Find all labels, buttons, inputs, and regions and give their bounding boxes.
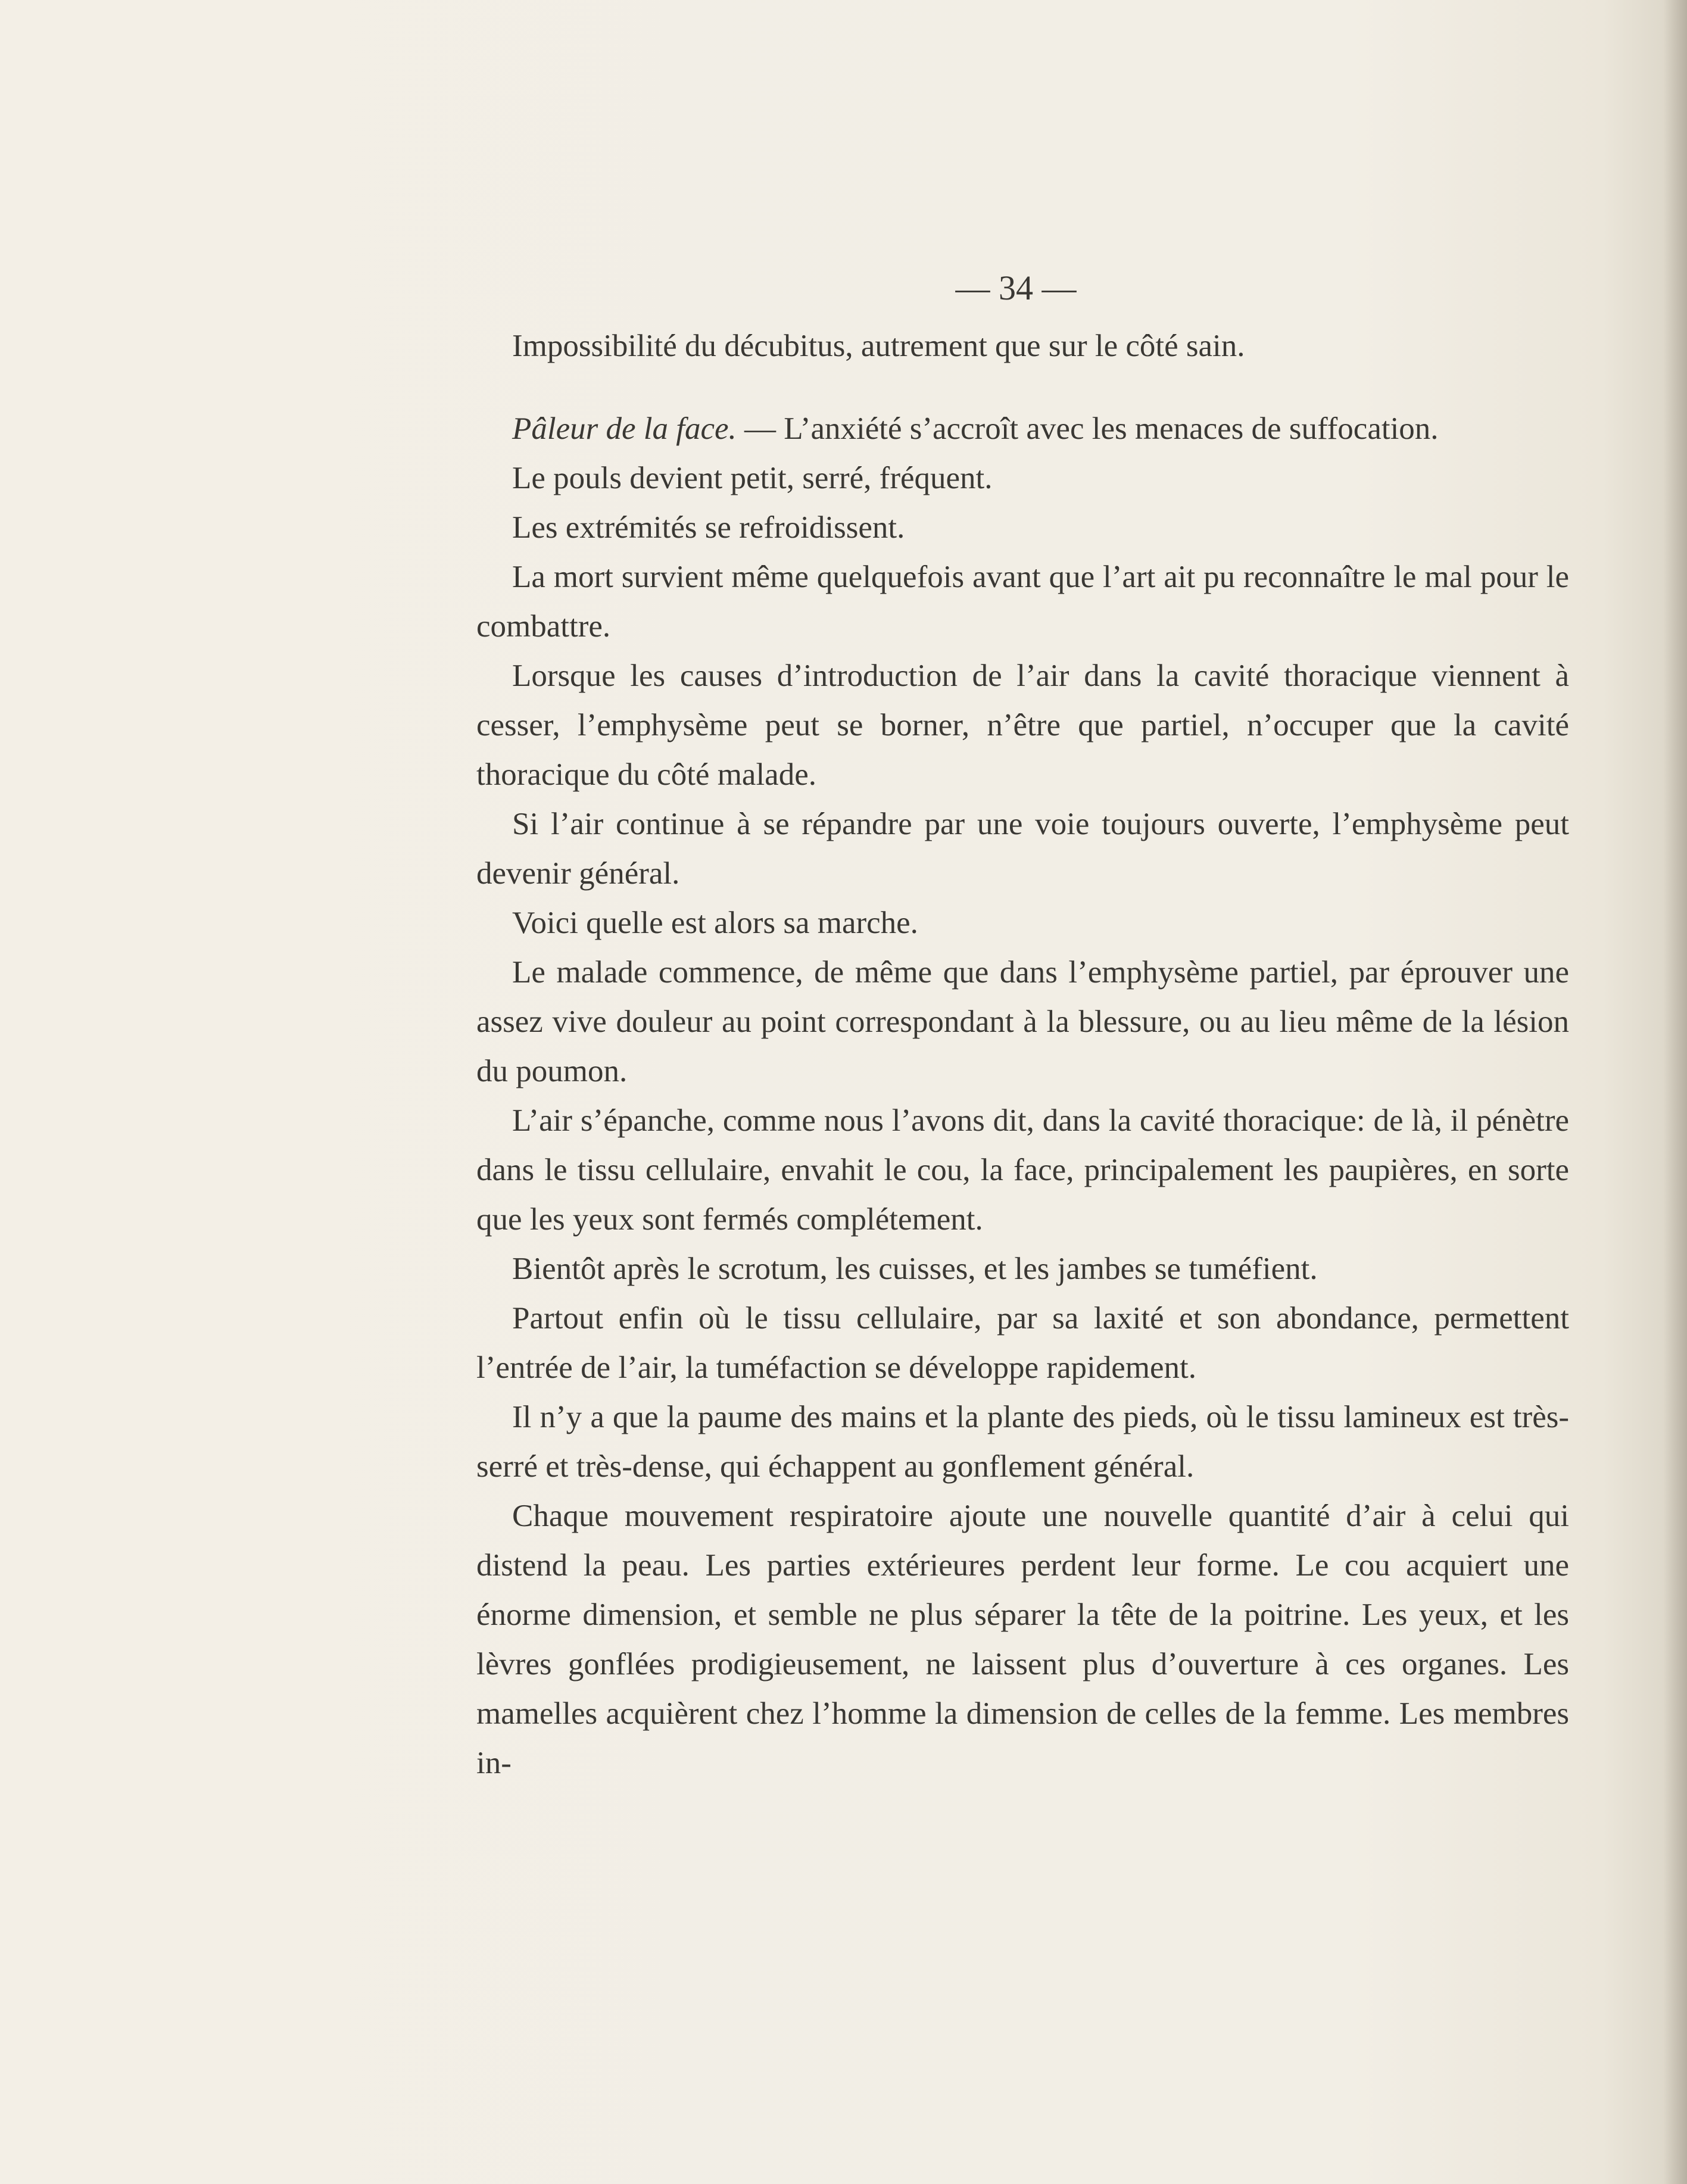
- paragraph: Chaque mouvement respiratoire ajoute une nouvelle quantité d’air à celui qui distend la peau. Les parties extérieures perdent leur forme. Le cou acquiert une énorme dimension, et semble ne plus séparer la tête de la poitrine. Les yeux, et les lèvres gonflées prodigieusement, ne laissent plus d’ouverture à ces organes. Les mamelles acquièrent chez l’homme la dimension de celles de la femme. Les membres in-: [476, 1499, 1569, 1780]
- page-number: — 34 —: [955, 269, 1077, 307]
- paragraph: [476, 404, 1569, 454]
- paragraph: Impossibilité du décubitus, autrement que sur le côté sain.: [512, 329, 1245, 363]
- paragraph: Il n’y a que la paume des mains et la plante des pieds, où le tissu lamineux est très-serré et très-dense, qui échappent au gonflement général.: [476, 1400, 1569, 1484]
- paragraph: Le malade commence, de même que dans l’emphysème partiel, par éprouver une assez vive douleur au point correspondant à la blessure, ou au lieu même de la lésion du poumon.: [476, 955, 1569, 1088]
- italic-heading: Pâleur de la face.: [512, 411, 737, 446]
- body-text: [476, 322, 1569, 1788]
- paragraph: Si l’air continue à se répandre par une voie toujours ouverte, l’emphysème peut devenir général.: [476, 807, 1569, 891]
- paragraph: Le pouls devient petit, serré, fréquent.: [512, 461, 993, 495]
- page-edge-shadow: [1663, 0, 1687, 2184]
- paragraph-text: — L’anxiété s’accroît avec les menaces de suffocation.: [736, 411, 1439, 446]
- paragraph: L’air s’épanche, comme nous l’avons dit, dans la cavité thoracique: de là, il pénètre dans le tissu cellulaire, envahit le cou, la face, principalement les paupières, en sorte que les yeux sont fermés complétement.: [476, 1103, 1569, 1237]
- paragraph: Partout enfin où le tissu cellulaire, par sa laxité et son abondance, permettent l’entrée de l’air, la tuméfaction se développe rapidement.: [476, 1301, 1569, 1385]
- paragraph: La mort survient même quelquefois avant que l’art ait pu reconnaître le mal pour le combattre.: [476, 560, 1569, 644]
- paragraph: Les extrémités se refroidissent.: [512, 510, 905, 545]
- paragraph: Bientôt après le scrotum, les cuisses, et les jambes se tuméfient.: [512, 1252, 1318, 1286]
- paragraph: Voici quelle est alors sa marche.: [512, 906, 918, 940]
- paragraph: Lorsque les causes d’introduction de l’air dans la cavité thoracique viennent à cesser, l’emphysème peut se borner, n’être que partiel, n’occuper que la cavité thoracique du côté malade.: [476, 659, 1569, 792]
